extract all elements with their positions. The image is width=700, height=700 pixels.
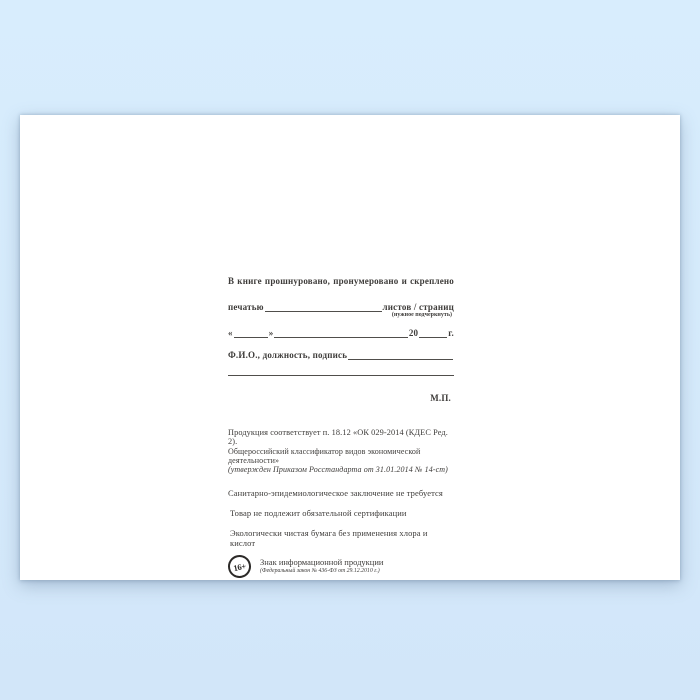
- sheets-count-blank: [265, 301, 382, 312]
- binding-form: [228, 276, 454, 404]
- age-rating-16-icon: 16+: [226, 553, 253, 580]
- year-prefix: 20: [408, 328, 419, 338]
- date-line: [228, 327, 454, 339]
- signature-line: [228, 349, 454, 361]
- certification-note: Товар не подлежит обязательной сертификации: [230, 508, 407, 519]
- signature-continuation-blank: [228, 361, 454, 376]
- sanitary-note: Санитарно-эпидемиологическое заключение не требуется: [228, 488, 443, 499]
- stamp-place-abbr: М.П.: [430, 393, 451, 403]
- year-blank: [419, 327, 447, 338]
- sheets-pages-label: листов / страниц: [382, 302, 454, 312]
- compliance-note: [228, 428, 454, 474]
- binding-statement: В книге прошнуровано, пронумеровано и скреплено: [228, 276, 454, 286]
- seal-prefix-label: печатью: [228, 302, 264, 312]
- age-mark-text: [260, 558, 383, 575]
- age-mark-law-reference: (Федеральный закон № 436-ФЗ от 29.12.2010 г.): [260, 568, 380, 575]
- underline-applicable-note: (нужное подчеркнуть): [391, 312, 452, 318]
- document-page: [20, 115, 680, 580]
- open-quote: «: [228, 328, 233, 338]
- ecology-note: Экологически чистая бумага без применения хлора и кислот: [230, 528, 428, 549]
- product-info-block: [228, 428, 454, 578]
- day-blank: [234, 327, 268, 338]
- year-suffix: г.: [448, 328, 454, 338]
- document-text-column: [228, 276, 454, 578]
- compliance-line-1: Продукция соответствует п. 18.12 «ОК 029-2014 (КДЕС Ред. 2).: [228, 428, 448, 447]
- close-quote: »: [268, 328, 274, 338]
- compliance-line-3: (утвержден Приказом Росстандарта от 31.01.2014 № 14-ст): [228, 465, 448, 475]
- signature-blank: [348, 349, 453, 360]
- compliance-line-2: Общероссийский классификатор видов экономической деятельности»: [228, 446, 421, 465]
- month-blank: [274, 327, 407, 338]
- signature-label: Ф.И.О., должность, подпись: [228, 350, 348, 360]
- age-mark-title: Знак информационной продукции: [260, 557, 384, 568]
- age-mark-row: [228, 555, 454, 578]
